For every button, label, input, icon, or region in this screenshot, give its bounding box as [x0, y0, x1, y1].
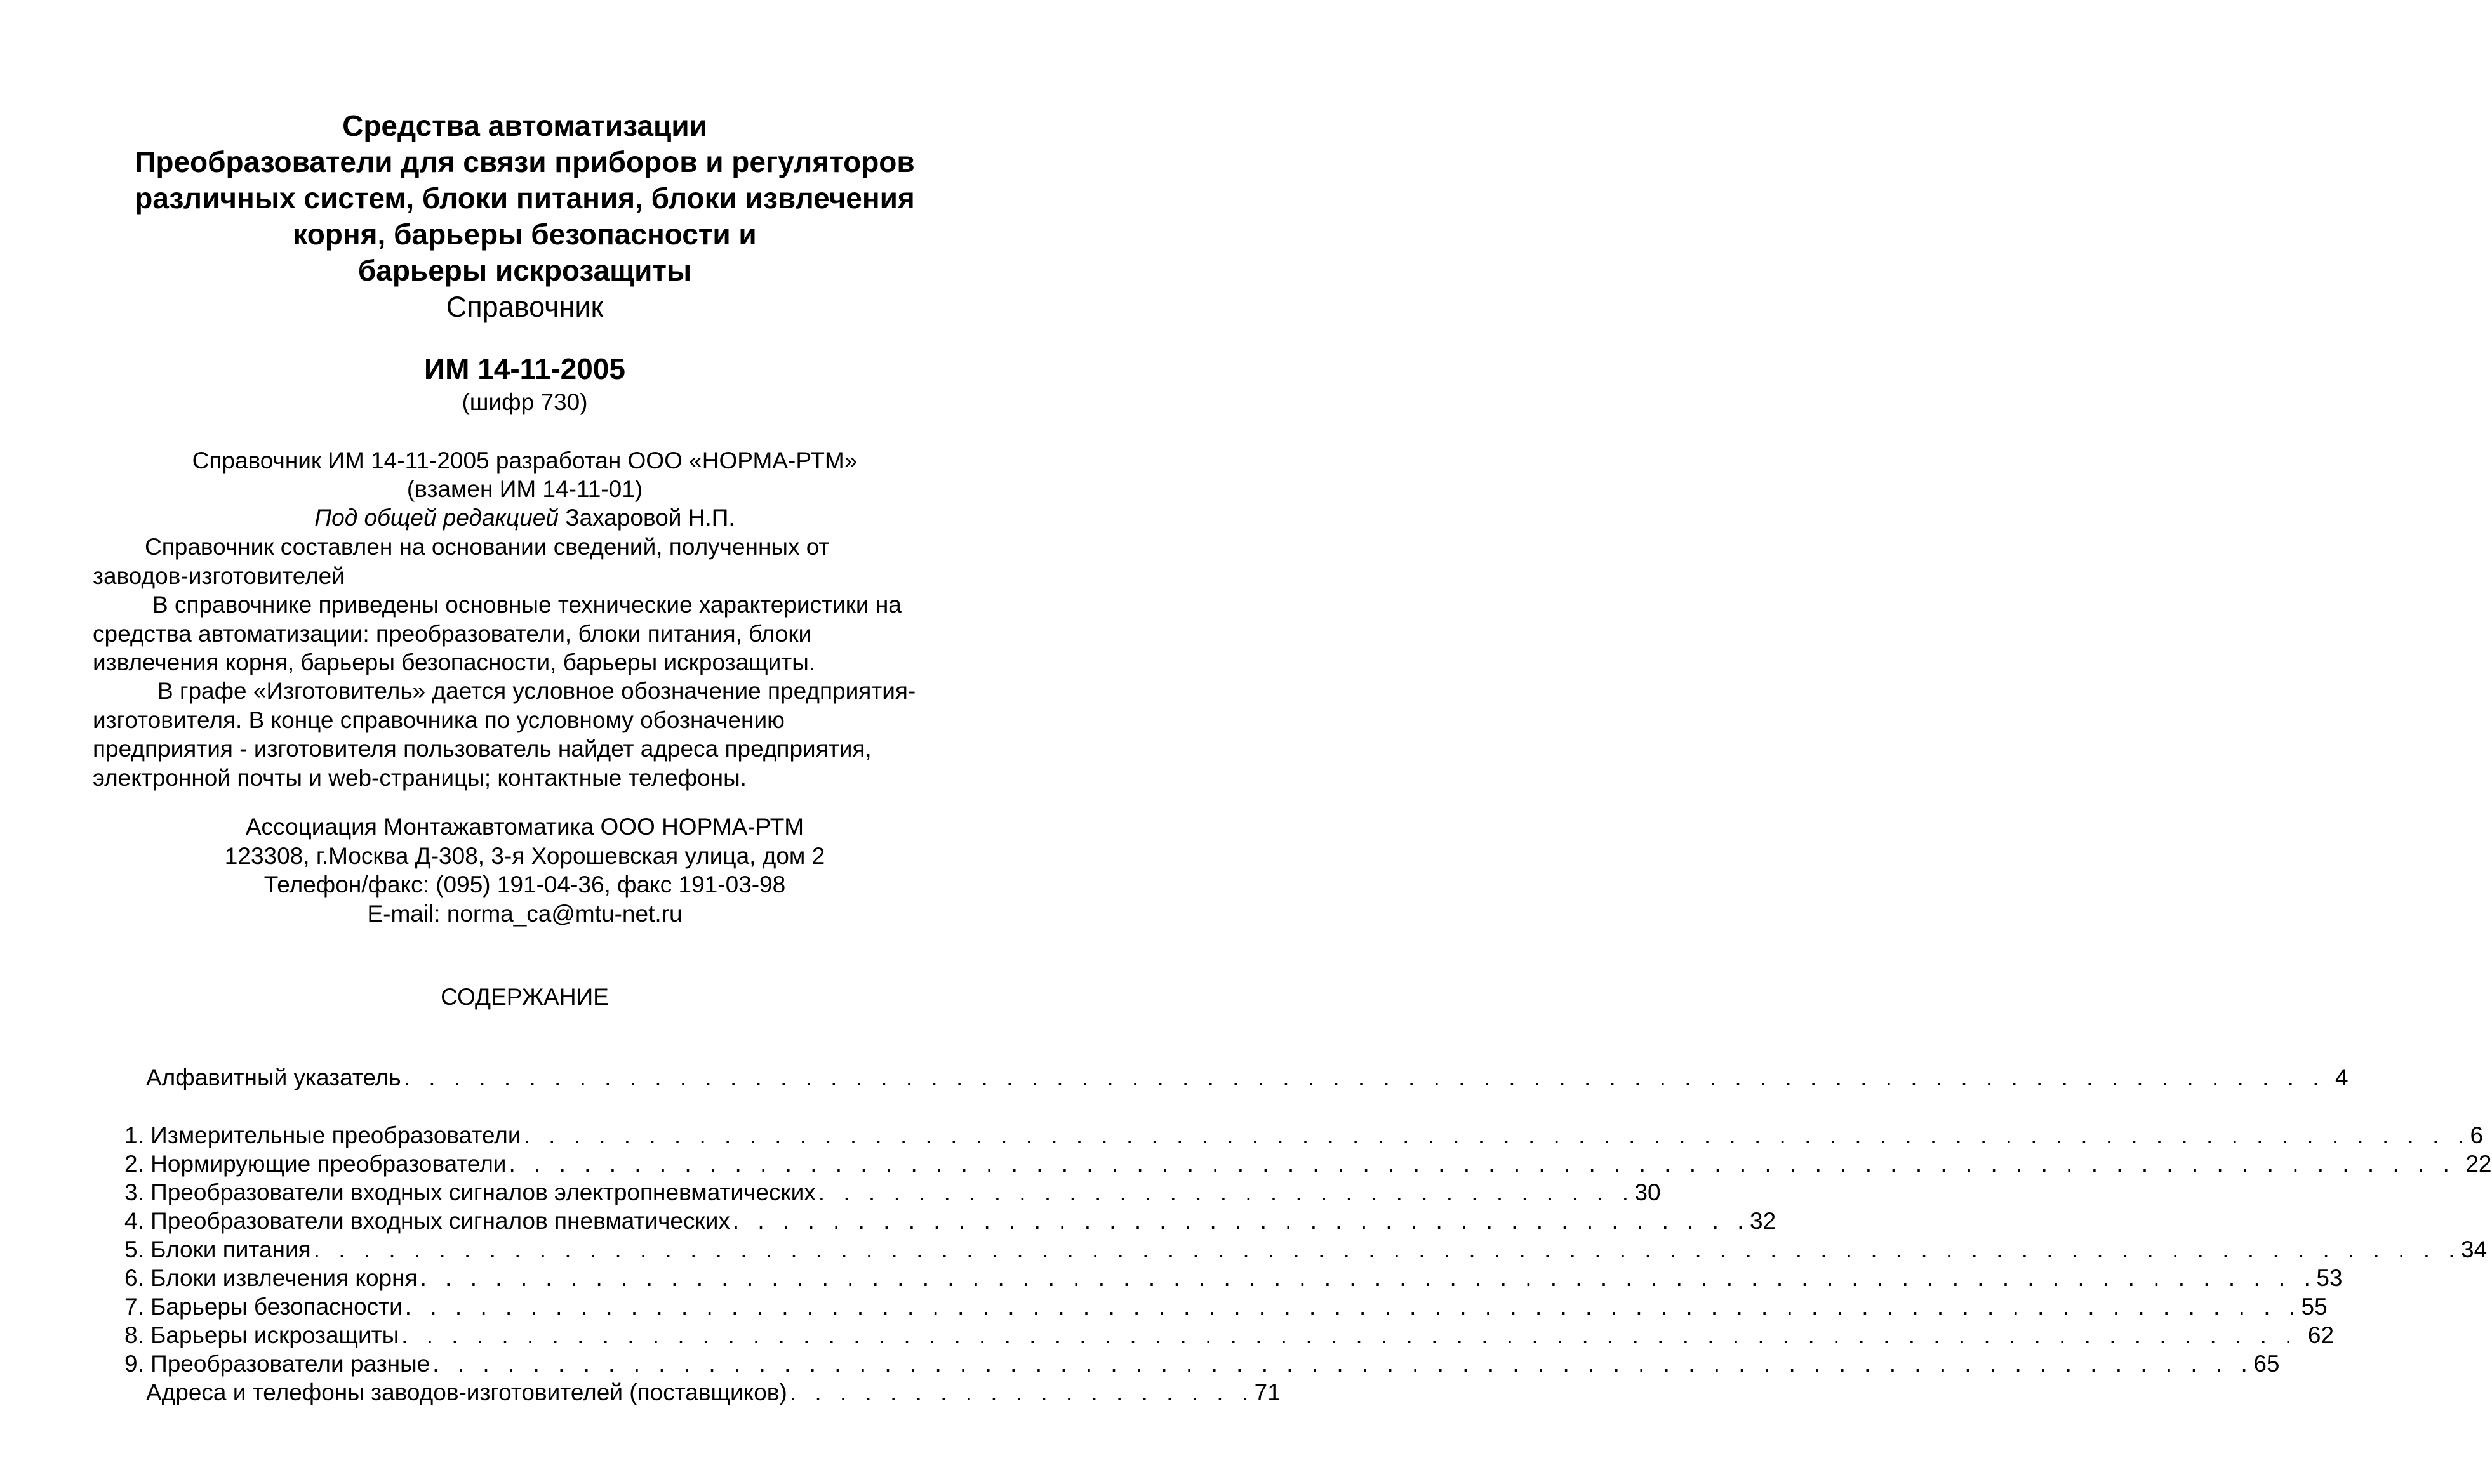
paragraph-line: изготовителя. В конце справочника по условному обозначению [93, 706, 785, 733]
info-block [0, 446, 1049, 532]
email-address: E-mail: norma_ca@mtu-net.ru [367, 900, 683, 927]
paragraph-1 [93, 533, 963, 590]
toc-leader: . . . . . . . . . . . . . . . . . . . . . . . . . . . . . . . . . . . . . . . . . . . . . . . . . . . . . . . . . . . . . . . . . . . . . . . . . . . . . . . . . . . . . . [313, 1236, 2462, 1262]
title-line-1: Средства автоматизации [342, 109, 707, 142]
toc-entry-title: Барьеры искрозащиты [150, 1322, 399, 1348]
document-cipher: (шифр 730) [462, 389, 588, 415]
toc-entry-page: 22 [2465, 1151, 2492, 1177]
toc-entry-title: Преобразователи входных сигналов пневматических [150, 1208, 730, 1234]
title-line-5: барьеры искрозащиты [357, 254, 692, 287]
toc-entry-title: Алфавитный указатель [146, 1064, 401, 1090]
paragraph-line: средства автоматизации: преобразователи, блоки питания, блоки [93, 620, 812, 647]
toc-entry-8[interactable] [124, 1321, 2335, 1349]
editor-name: Захаровой Н.П. [558, 505, 735, 531]
toc-entry-page: 6 [2470, 1122, 2484, 1148]
toc-entry-page: 34 [2461, 1236, 2488, 1262]
title-block [0, 108, 1049, 325]
toc-entry-number: 2. [124, 1151, 144, 1177]
editor-line [0, 503, 1049, 532]
toc-entry-1[interactable] [124, 1121, 2484, 1149]
document-subtitle: Справочник [446, 291, 604, 323]
toc-leader: . . . . . . . . . . . . . . . . . . . . . . . . . . . . . . . . . . . . . . . . . . . . . . . . . . . . . . . . . . . . . . . . . . . . . . . . . . . . . [403, 1064, 2325, 1090]
toc-leader: . . . . . . . . . . . . . . . . . . . . . . . . . . . . . . . . . . . . . . . . . . . . . . . . . . . . . . . . . . . . . . . . . . . . . . . . . . . . [404, 1294, 2302, 1320]
toc-entry-5[interactable] [124, 1235, 2488, 1264]
toc-entry-9[interactable] [124, 1349, 2280, 1378]
editor-prefix: Под общей редакцией [314, 505, 559, 531]
toc-entry-title: Барьеры безопасности [150, 1294, 403, 1320]
toc-entry-number: 1. [124, 1122, 144, 1148]
toc-leader: . . . . . . . . . . . . . . . . . . . . . . . . . . . . . . . . . [818, 1179, 1635, 1205]
toc-entry-number: 5. [124, 1236, 144, 1262]
phone-fax: Телефон/факс: (095) 191-04-36, факс 191-03-98 [263, 871, 786, 898]
toc-entry-6[interactable] [124, 1264, 2343, 1292]
toc-leader: . . . . . . . . . . . . . . . . . . . . . . . . . . . . . . . . . . . . . . . . . . . . . . . . . . . . . . . . . . . . . . . . . . . . . . . . . . . . . . [523, 1122, 2470, 1148]
toc-entry-page: 65 [2253, 1351, 2280, 1377]
toc-entry-page: 53 [2316, 1265, 2343, 1291]
paragraph-line: электронной почты и web-страницы; контактные телефоны. [93, 764, 747, 791]
toc-leader: . . . . . . . . . . . . . . . . . . . . . . . . . . . . . . . . . . . . . . . . . . . . . . . . . . . . . . . . . . . . . . . . . . . . . . . . . [432, 1351, 2254, 1377]
toc-entry-page: 55 [2301, 1294, 2328, 1320]
toc-entry-title: Блоки питания [150, 1236, 311, 1262]
title-line-4: корня, барьеры безопасности и [293, 218, 757, 251]
toc-entry-addresses[interactable] [146, 1378, 1281, 1407]
title-line-3: различных систем, блоки питания, блоки извлечения [135, 182, 915, 215]
toc-entry-index[interactable] [146, 1063, 2349, 1092]
toc-leader: . . . . . . . . . . . . . . . . . . . . . . . . . . . . . . . . . . . . . . . . . [732, 1208, 1750, 1234]
toc-entry-title: Измерительные преобразователи [150, 1122, 521, 1148]
toc-leader: . . . . . . . . . . . . . . . . . . . [789, 1379, 1255, 1405]
paragraph-line: В графе «Изготовитель» дается условное обозначение предприятия- [157, 678, 916, 704]
toc-entry-3[interactable] [124, 1178, 1661, 1207]
developed-by: Справочник ИМ 14-11-2005 разработан ООО «НОРМА-РТМ» [192, 447, 858, 474]
toc-entry-title: Нормирующие преобразователи [150, 1151, 507, 1177]
toc-leader: . . . . . . . . . . . . . . . . . . . . . . . . . . . . . . . . . . . . . . . . . . . . . . . . . . . . . . . . . . . . . . . . . . . . . . . . . . . . [420, 1265, 2317, 1291]
paragraph-2 [93, 590, 963, 677]
toc-leader: . . . . . . . . . . . . . . . . . . . . . . . . . . . . . . . . . . . . . . . . . . . . . . . . . . . . . . . . . . . . . . . . . . . . . . . . . . . . [401, 1322, 2298, 1348]
paragraph-line: извлечения корня, барьеры безопасности, барьеры искрозащиты. [93, 649, 816, 675]
paragraph-line: предприятия - изготовителя пользователь найдет адреса предприятия, [93, 736, 872, 762]
toc-entry-4[interactable] [124, 1207, 1776, 1235]
replaces-note: (взамен ИМ 14-11-01) [406, 476, 643, 502]
toc-entry-number: 7. [124, 1294, 144, 1320]
toc-entry-title: Преобразователи разные [150, 1351, 430, 1377]
paragraph-line: заводов-изготовителей [93, 562, 345, 589]
toc-entry-number: 8. [124, 1322, 144, 1348]
contacts-block [0, 812, 1049, 928]
toc-entry-number: 4. [124, 1208, 144, 1234]
toc-entry-number: 9. [124, 1351, 144, 1377]
toc-entry-page: 30 [1634, 1179, 1661, 1205]
paragraph-3 [93, 677, 963, 792]
toc-heading: СОДЕРЖАНИЕ [441, 984, 609, 1010]
paragraph-line: Справочник составлен на основании сведений, полученных от [145, 534, 830, 560]
toc-entry-page: 4 [2335, 1064, 2349, 1090]
toc-entry-page: 71 [1254, 1379, 1281, 1405]
toc-entry-page: 62 [2307, 1322, 2335, 1348]
title-line-2: Преобразователи для связи приборов и регуляторов [135, 145, 915, 178]
toc-leader: . . . . . . . . . . . . . . . . . . . . . . . . . . . . . . . . . . . . . . . . . . . . . . . . . . . . . . . . . . . . . . . . . . . . . . . . . . . . . . [509, 1151, 2456, 1177]
toc-entry-number: 6. [124, 1265, 144, 1291]
toc-entry-title: Преобразователи входных сигналов электропневматических [150, 1179, 816, 1205]
organization-name: Ассоциация Монтажавтоматика ООО НОРМА-РТМ [245, 814, 804, 840]
toc-entry-2[interactable] [124, 1149, 2492, 1178]
toc-entry-title: Адреса и телефоны заводов-изготовителей (поставщиков) [146, 1379, 787, 1405]
paragraph-line: В справочнике приведены основные технические характеристики на [152, 592, 902, 618]
toc-entry-number: 3. [124, 1179, 144, 1205]
toc-entry-page: 32 [1750, 1208, 1776, 1234]
toc-entry-title: Блоки извлечения корня [150, 1265, 418, 1291]
postal-address: 123308, г.Москва Д-308, 3-я Хорошевская улица, дом 2 [224, 842, 825, 869]
document-code: ИМ 14-11-2005 [424, 352, 625, 385]
toc-entry-7[interactable] [124, 1292, 2328, 1321]
